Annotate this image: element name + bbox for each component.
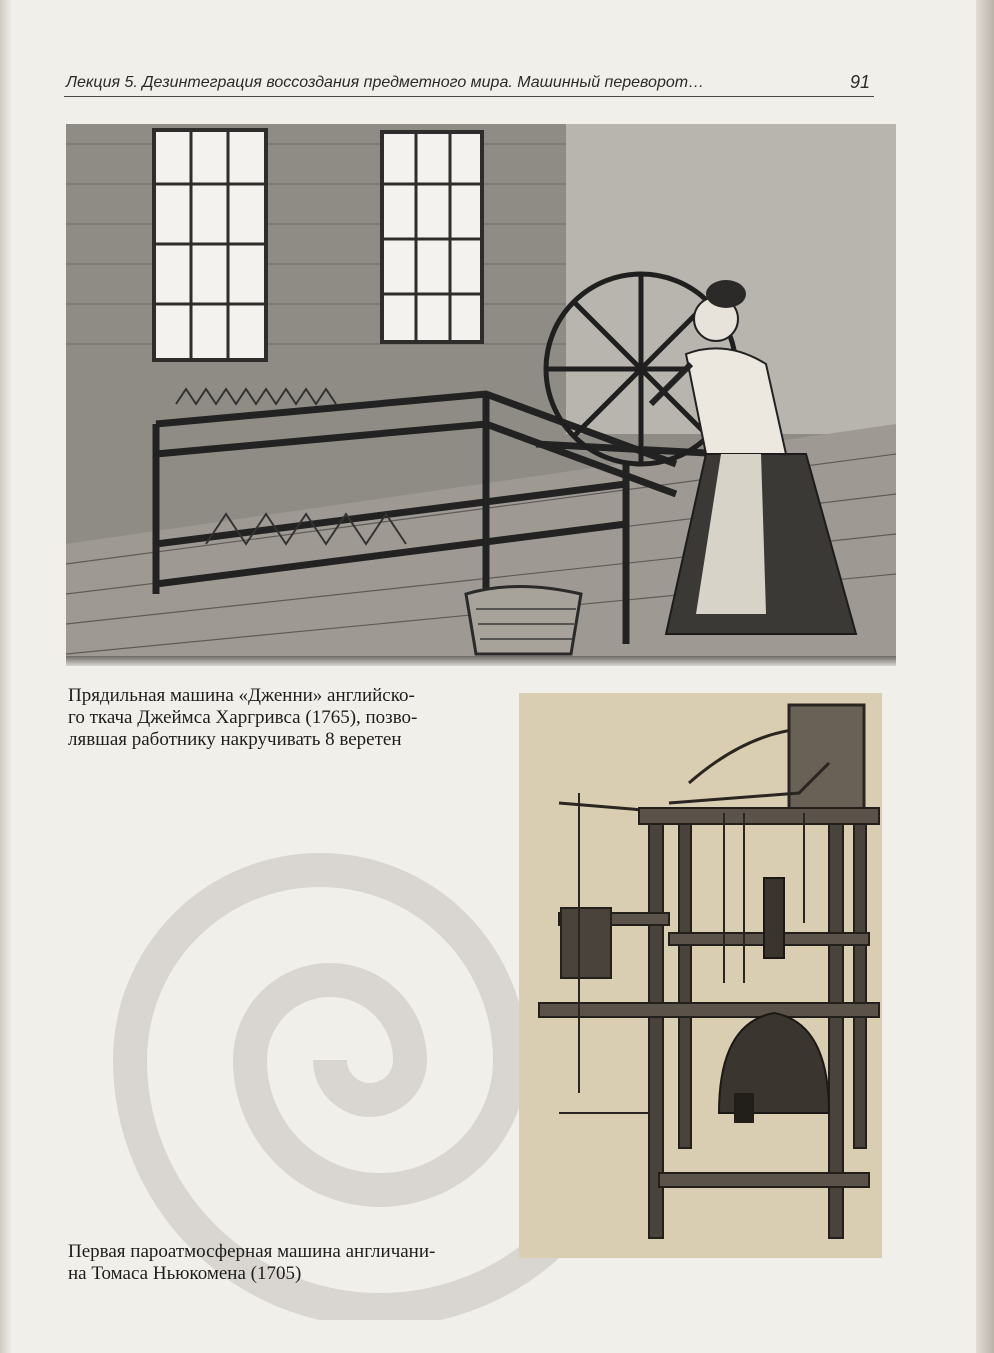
spine-shadow bbox=[0, 0, 12, 1353]
newcomen-engine-illustration bbox=[519, 693, 882, 1258]
spinning-jenny-caption bbox=[68, 685, 488, 751]
cylinder bbox=[764, 878, 784, 958]
caption-line: го ткача Джеймса Харгривса (1765), позво- bbox=[68, 707, 418, 728]
engraving-bottom-band bbox=[66, 656, 896, 666]
caption-line: Прядильная машина «Дженни» английско- bbox=[68, 685, 415, 706]
caption-line: Первая пароатмосферная машина англичани- bbox=[68, 1241, 436, 1262]
newcomen-engine-engraving bbox=[519, 693, 882, 1258]
spinning-jenny-engraving bbox=[66, 124, 896, 658]
right-window bbox=[382, 132, 482, 342]
caption-line: лявшая работнику накручивать 8 веретен bbox=[68, 729, 402, 750]
caption-line: на Томаса Ньюкомена (1705) bbox=[68, 1263, 302, 1284]
running-header bbox=[64, 72, 874, 97]
page-edge bbox=[976, 0, 994, 1353]
left-window bbox=[154, 130, 266, 360]
newcomen-engine-caption bbox=[68, 1241, 508, 1285]
spinning-jenny-illustration bbox=[66, 124, 896, 658]
cistern bbox=[561, 908, 611, 978]
running-title: Лекция 5. Дезинтеграция воссоздания предметного мира. Машинный переворот… bbox=[66, 74, 705, 91]
page-number: 91 bbox=[849, 72, 870, 92]
basket bbox=[466, 587, 581, 655]
